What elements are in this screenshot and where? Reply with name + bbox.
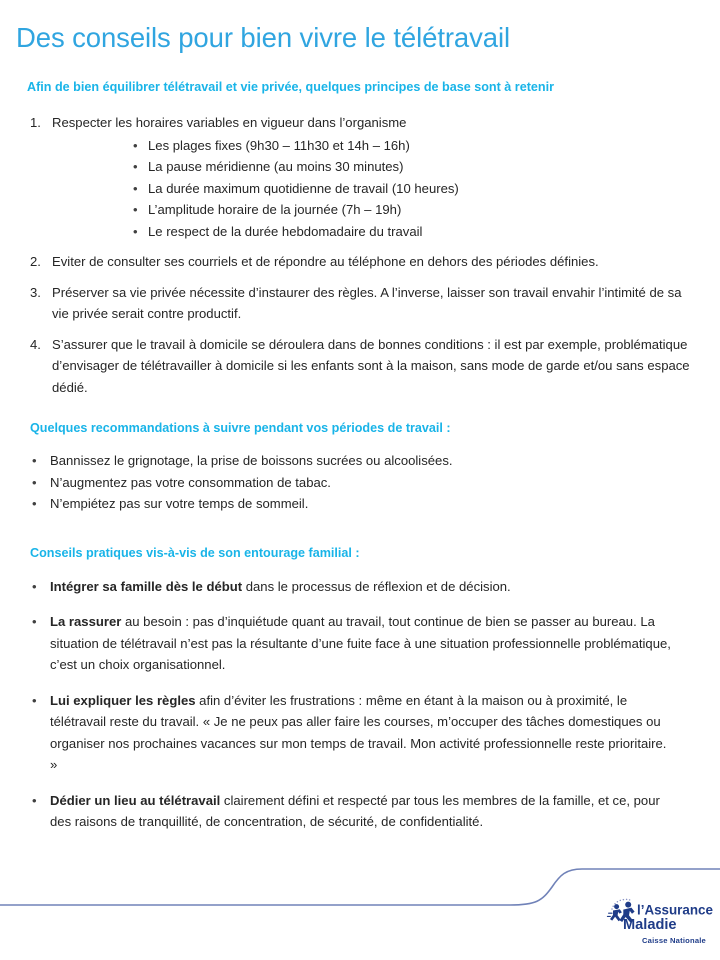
bullet-dot-icon: •	[32, 578, 37, 594]
sub-list-item	[52, 135, 720, 157]
list-item	[0, 334, 720, 399]
list-item-text: N’empiétez pas sur votre temps de sommeil.	[50, 496, 309, 511]
sub-list-item	[52, 156, 720, 178]
list-item	[0, 112, 720, 242]
recommendations-bullet-list	[0, 450, 720, 515]
bullet-dot-icon: •	[32, 474, 37, 490]
sub-list-item-text: La durée maximum quotidienne de travail (10 heures)	[148, 180, 459, 196]
list-item-lead: Intégrer sa famille dès le début	[50, 578, 243, 594]
sub-list-item	[52, 178, 720, 200]
list-item-text: Eviter de consulter ses courriels et de répondre au téléphone en dehors des périodes définies.	[52, 254, 599, 269]
list-item	[0, 790, 720, 833]
logo-svg	[598, 893, 714, 955]
list-item-lead: Lui expliquer les règles	[50, 692, 196, 708]
list-item	[0, 450, 720, 472]
list-marker: 3.	[30, 284, 41, 300]
list-item-text: Préserver sa vie privée nécessite d’instaurer des règles. A l’inverse, laisser son travail envahir l’intimité de sa vie privée serait contre productif.	[52, 284, 682, 321]
list-item-text: Bannissez le grignotage, la prise de boissons sucrées ou alcoolisées.	[50, 453, 453, 468]
list-item-text: Respecter les horaires variables en vigueur dans l’organisme	[52, 115, 407, 130]
assurance-maladie-logo	[598, 893, 714, 955]
principles-numbered-list	[0, 112, 720, 398]
list-marker: 4.	[30, 336, 41, 352]
list-item	[0, 251, 720, 273]
list-item-text: au besoin : pas d’inquiétude quant au travail, tout continue de bien se passer au bureau. La situation de télétravail n’est pas la résultante d’une fuite face à une situation professionnelle problématique, c’est un choix organisationnel.	[50, 614, 671, 672]
list-item	[0, 690, 720, 776]
logo-line2: Maladie	[623, 917, 677, 933]
list-item-text: clairement défini et respecté par tous les membres de la famille, et ce, pour des raisons de tranquillité, de concentration, de sécurité, de confidentialité.	[50, 792, 660, 829]
bullet-dot-icon: •	[133, 180, 138, 196]
page-title: Des conseils pour bien vivre le télétravail	[16, 22, 510, 53]
list-item	[0, 472, 720, 494]
list-item-text: S’assurer que le travail à domicile se déroulera dans de bonnes conditions : il est par exemple, problématique d’envisager de télétravailler à domicile si les enfants sont à la maison, sans mode de garde et/ou sans espace dédié.	[52, 336, 690, 395]
practical-advice-heading: Conseils pratiques vis-à-vis de son entourage familial :	[30, 545, 360, 560]
sub-bullet-list	[52, 135, 720, 243]
list-marker: 2.	[30, 254, 41, 269]
bullet-dot-icon: •	[133, 223, 138, 239]
list-item	[0, 493, 720, 515]
sub-list-item	[52, 221, 720, 243]
list-item-text: dans le processus de réflexion et de décision.	[242, 578, 511, 594]
sub-list-item-text: Les plages fixes (9h30 – 11h30 et 14h – 16h)	[148, 137, 410, 153]
list-item-lead: Dédier un lieu au télétravail	[50, 792, 221, 808]
list-marker: 1.	[30, 115, 41, 130]
list-item	[0, 282, 720, 325]
bullet-dot-icon: •	[32, 614, 37, 629]
list-item	[0, 576, 720, 598]
bullet-dot-icon: •	[133, 202, 138, 217]
list-item-text: afin d’éviter les frustrations : même en étant à la maison ou à proximité, le télétravail reste du travail. « Je ne peux pas aller faire les courses, m’occuper des tâches domestiques ou organiser nos prochaines vacances sur mon temps de travail. Mon activité professionnelle reste prioritaire. »	[50, 692, 667, 772]
bullet-dot-icon: •	[32, 692, 37, 708]
list-item-lead: La rassurer	[50, 614, 122, 629]
sub-list-item-text: Le respect de la durée hebdomadaire du travail	[148, 223, 423, 239]
logo-line1: l’Assurance	[637, 902, 713, 918]
page-subtitle: Afin de bien équilibrer télétravail et vie privée, quelques principes de base sont à retenir	[27, 80, 555, 94]
bullet-dot-icon: •	[32, 453, 37, 468]
bullet-dot-icon: •	[32, 496, 37, 511]
recommendations-heading: Quelques recommandations à suivre pendant vos périodes de travail :	[30, 421, 451, 435]
bullet-dot-icon: •	[133, 137, 138, 153]
bullet-dot-icon: •	[32, 792, 37, 808]
practical-advice-bullet-list	[0, 576, 720, 833]
sub-list-item	[52, 199, 720, 221]
sub-list-item-text: La pause méridienne (au moins 30 minutes)	[148, 159, 404, 174]
logo-line3: Caisse Nationale	[642, 936, 706, 945]
bullet-dot-icon: •	[133, 159, 138, 174]
document-body	[0, 112, 720, 833]
list-item	[0, 611, 720, 676]
list-item-text: N’augmentez pas votre consommation de tabac.	[50, 474, 331, 490]
sub-list-item-text: L’amplitude horaire de la journée (7h – 19h)	[148, 202, 402, 217]
